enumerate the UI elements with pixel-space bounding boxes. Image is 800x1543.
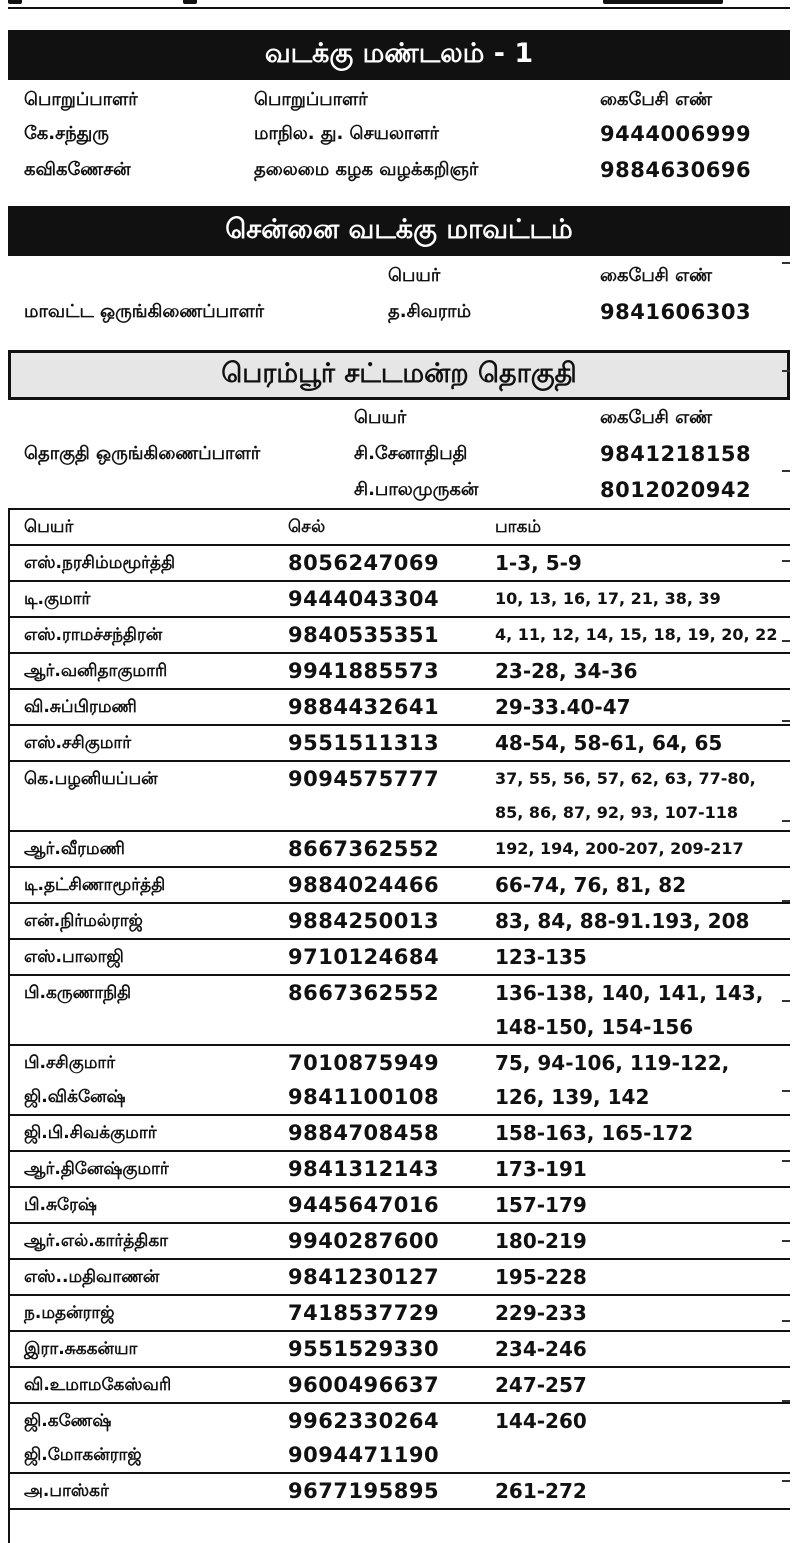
row-parts: 157-179: [495, 1193, 587, 1217]
table-row: [8, 1332, 790, 1368]
row-phone: 9600496637: [288, 1373, 440, 1397]
table-row: [8, 1296, 790, 1332]
row-parts: 148-150, 154-156: [495, 1015, 694, 1039]
table-row: [8, 1368, 790, 1404]
row-phone: 9841230127: [288, 1265, 440, 1289]
row-name: இரா.சுககன்யா: [24, 1339, 138, 1359]
table-row: [8, 832, 790, 868]
zone-row-phone: 9884630696: [600, 158, 752, 182]
table-row: [8, 1260, 790, 1296]
table-row: [8, 546, 790, 582]
row-phone: 9841312143: [288, 1157, 440, 1181]
constituency-title: [8, 350, 790, 400]
row-parts: 136-138, 140, 141, 143,: [495, 981, 764, 1005]
row-phone: 9677195895: [288, 1479, 440, 1503]
row-name: ஆர்.வீரமணி: [24, 839, 125, 859]
zone-header-row: [8, 82, 790, 118]
constituency-person-name: சி.பாலமுருகன்: [354, 479, 479, 500]
right-margin-marks: [780, 0, 790, 1543]
row-name: டி.குமார்: [24, 589, 91, 609]
row-phone: 9840535351: [288, 623, 440, 647]
row-parts: 144-260: [495, 1409, 587, 1433]
table-header-row: [8, 510, 790, 546]
constituency-title-text: பெரம்பூர் சட்டமன்ற தொகுதி: [221, 357, 577, 389]
row-phone: 8667362552: [288, 981, 440, 1005]
table-row: [8, 654, 790, 690]
table-row: [8, 868, 790, 904]
table-row: [8, 940, 790, 976]
zone-title-text: வடக்கு மண்டலம் - 1: [264, 37, 534, 69]
row-phone: 8056247069: [288, 551, 440, 575]
row-parts: 126, 139, 142: [495, 1085, 650, 1109]
row-name: வி.சுப்பிரமணி: [24, 697, 137, 717]
row-name: ஜி.பி.சிவக்குமார்: [24, 1123, 157, 1143]
zone-row-phone: 9444006999: [600, 122, 752, 146]
zone-header-1: பொறுப்பாளர்: [24, 89, 138, 110]
top-cutoff-strip: [8, 0, 790, 10]
zone-row: [8, 116, 790, 152]
row-parts: 29-33.40-47: [495, 695, 631, 719]
table-header-name: பெயர்: [24, 517, 74, 537]
row-parts: 83, 84, 88-91.193, 208: [495, 909, 750, 933]
table-row: [8, 1046, 790, 1116]
zone-header-2: பொறுப்பாளர்: [254, 89, 368, 110]
row-parts: 123-135: [495, 945, 587, 969]
row-parts: 261-272: [495, 1479, 587, 1503]
row-phone: 9941885573: [288, 659, 440, 683]
row-name: எஸ்..மதிவாணன்: [24, 1267, 160, 1287]
row-name: வி.உமாமகேஸ்வரி: [24, 1375, 172, 1395]
table-row: [8, 690, 790, 726]
row-name: ஆர்.எல்.கார்த்திகா: [24, 1231, 169, 1251]
row-phone: 9841100108: [288, 1085, 440, 1109]
row-name: அ.பாஸ்கர்: [24, 1481, 109, 1501]
row-name: கெ.பழனியப்பன்: [24, 769, 158, 789]
row-name: எஸ்.ராமச்சந்திரன்: [24, 625, 163, 645]
row-phone: 9940287600: [288, 1229, 440, 1253]
row-name: பி.சுரேஷ்: [24, 1195, 97, 1215]
row-parts: 4, 11, 12, 14, 15, 18, 19, 20, 22: [495, 625, 778, 644]
row-parts: 10, 13, 16, 17, 21, 38, 39: [495, 589, 721, 608]
constituency-person-phone: 9841218158: [600, 442, 752, 466]
table-row: [8, 582, 790, 618]
newspaper-page: [8, 0, 790, 1543]
row-phone: 7010875949: [288, 1051, 440, 1075]
table-row: [8, 1116, 790, 1152]
table-row: [8, 762, 790, 832]
row-phone: 9551529330: [288, 1337, 440, 1361]
table-header-parts: பாகம்: [495, 517, 542, 537]
row-parts: 180-219: [495, 1229, 587, 1253]
row-phone: 9884024466: [288, 873, 440, 897]
zone-row-role: மாநில. து. செயலாளர்: [254, 123, 439, 144]
zone-row: [8, 152, 790, 188]
district-header-row: [8, 258, 790, 294]
constituency-row: [8, 436, 790, 472]
district-header-name: பெயர்: [388, 265, 441, 286]
row-parts: 192, 194, 200-207, 209-217: [495, 839, 744, 858]
row-parts: 23-28, 34-36: [495, 659, 638, 683]
zone-title: [8, 30, 790, 80]
table-row: [8, 904, 790, 940]
constituency-header-phone: கைபேசி எண்: [600, 407, 713, 428]
row-phone: 9884250013: [288, 909, 440, 933]
row-parts: 85, 86, 87, 92, 93, 107-118: [495, 803, 739, 822]
row-name: ஜி.மோகன்ராஜ்: [24, 1445, 142, 1465]
row-parts: 234-246: [495, 1337, 587, 1361]
zone-row-name: கவிகணேசன்: [24, 159, 131, 180]
zone-row-role: தலைமை கழக வழக்கறிஞர்: [254, 159, 479, 180]
table-row: [8, 726, 790, 762]
constituency-person-name: சி.சேனாதிபதி: [354, 443, 468, 464]
zone-header-3: கைபேசி எண்: [600, 89, 713, 110]
district-name: த.சிவராம்: [388, 301, 472, 322]
row-phone: 9094575777: [288, 767, 440, 791]
row-name: ஆர்.தினேஷ்குமார்: [24, 1159, 169, 1179]
row-parts: 247-257: [495, 1373, 587, 1397]
row-name: பி.சசிகுமார்: [24, 1053, 116, 1073]
district-row: [8, 294, 790, 330]
row-name: எஸ்.பாலாஜி: [24, 947, 124, 967]
table-row: [8, 1474, 790, 1510]
row-phone: 9444043304: [288, 587, 440, 611]
row-phone: 8667362552: [288, 837, 440, 861]
row-phone: 7418537729: [288, 1301, 440, 1325]
row-parts: 195-228: [495, 1265, 587, 1289]
table-header-phone: செல்: [288, 517, 326, 537]
row-parts: 66-74, 76, 81, 82: [495, 873, 687, 897]
row-parts: 229-233: [495, 1301, 587, 1325]
row-name: எஸ்.சசிகுமார்: [24, 733, 132, 753]
row-name: டி.தட்சிணாமூர்த்தி: [24, 875, 166, 895]
zone-row-name: கே.சந்துரு: [24, 123, 109, 144]
row-phone: 9962330264: [288, 1409, 440, 1433]
table-row: [8, 1404, 790, 1474]
row-parts: 173-191: [495, 1157, 587, 1181]
district-header-phone: கைபேசி எண்: [600, 265, 713, 286]
row-parts: 1-3, 5-9: [495, 551, 582, 575]
row-name: எஸ்.நரசிம்மமூர்த்தி: [24, 553, 176, 573]
row-name: பி.கருணாநிதி: [24, 983, 132, 1003]
district-title: [8, 206, 790, 256]
constituency-header-name: பெயர்: [354, 407, 407, 428]
row-phone: 9884432641: [288, 695, 440, 719]
table-row: [8, 1152, 790, 1188]
row-phone: 9884708458: [288, 1121, 440, 1145]
table-row: [8, 1224, 790, 1260]
row-parts: 48-54, 58-61, 64, 65: [495, 731, 723, 755]
constituency-role: தொகுதி ஒருங்கிணைப்பாளர்: [24, 443, 261, 464]
row-name: ஜி.கணேஷ்: [24, 1411, 112, 1431]
district-role: மாவட்ட ஒருங்கிணைப்பாளர்: [24, 301, 265, 322]
row-name: ஆர்.வனிதாகுமாரி: [24, 661, 168, 681]
table-row: [8, 618, 790, 654]
constituency-person-phone: 8012020942: [600, 478, 752, 502]
district-title-text: சென்னை வடக்கு மாவட்டம்: [225, 213, 573, 245]
district-phone: 9841606303: [600, 300, 752, 324]
row-name: ந.மதன்ராஜ்: [24, 1303, 115, 1323]
row-phone: 9551511313: [288, 731, 440, 755]
table-row: [8, 1188, 790, 1224]
constituency-header-row: [8, 400, 790, 436]
row-name: ஜி.விக்னேஷ்: [24, 1087, 126, 1107]
row-phone: 9445647016: [288, 1193, 440, 1217]
row-parts: 37, 55, 56, 57, 62, 63, 77-80,: [495, 769, 756, 788]
table-row: [8, 976, 790, 1046]
row-phone: 9710124684: [288, 945, 440, 969]
row-name: என்.நிர்மல்ராஜ்: [24, 911, 143, 931]
row-parts: 75, 94-106, 119-122,: [495, 1051, 730, 1075]
row-phone: 9094471190: [288, 1443, 440, 1467]
constituency-row: [8, 472, 790, 508]
row-parts: 158-163, 165-172: [495, 1121, 694, 1145]
